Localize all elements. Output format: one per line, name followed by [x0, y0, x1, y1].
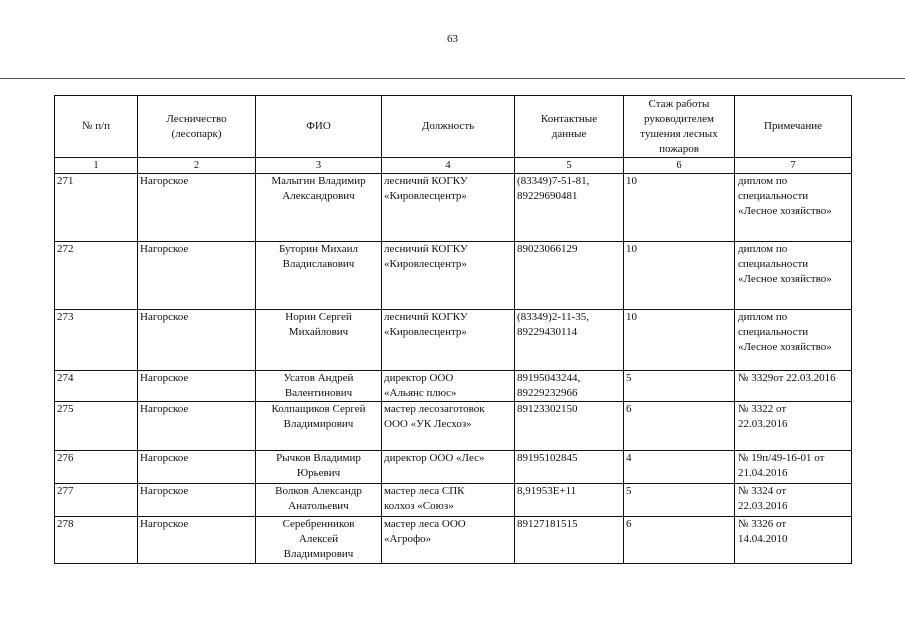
- contacts-cell: (83349)2-11-35, 89229430114: [515, 310, 624, 371]
- fire-chiefs-table: [54, 95, 852, 564]
- table-row: [55, 517, 852, 564]
- note-cell: № 3322 от 22.03.2016: [735, 402, 852, 451]
- contacts-cell: 89195043244, 89229232966: [515, 371, 624, 402]
- experience-cell: 5: [624, 484, 735, 517]
- experience-cell: 5: [624, 371, 735, 402]
- contacts-cell: 89127181515: [515, 517, 624, 564]
- column-number: 3: [256, 158, 382, 174]
- column-number: 5: [515, 158, 624, 174]
- name-cell: Серебренников Алексей Владимирович: [256, 517, 382, 564]
- experience-cell: 6: [624, 517, 735, 564]
- forestry-cell: Нагорское: [138, 174, 256, 242]
- header-cell-number: № п/п: [55, 96, 138, 158]
- table-row: [55, 310, 852, 371]
- page-number: 63: [447, 33, 458, 45]
- header-cell-contacts: Контактные данные: [515, 96, 624, 158]
- name-cell: Колпащиков Сергей Владимирович: [256, 402, 382, 451]
- forestry-cell: Нагорское: [138, 517, 256, 564]
- header-cell-position: Должность: [382, 96, 515, 158]
- header-rule: [0, 78, 905, 79]
- table-row: [55, 402, 852, 451]
- column-number: 1: [55, 158, 138, 174]
- contacts-cell: 8,91953E+11: [515, 484, 624, 517]
- position-cell: мастер лесозаготовок ООО «УК Лесхоз»: [382, 402, 515, 451]
- row-number: 272: [55, 242, 138, 310]
- forestry-cell: Нагорское: [138, 242, 256, 310]
- table-row: [55, 484, 852, 517]
- position-cell: директор ООО «Лес»: [382, 451, 515, 484]
- forestry-cell: Нагорское: [138, 484, 256, 517]
- note-cell: № 3326 от 14.04.2010: [735, 517, 852, 564]
- forestry-cell: Нагорское: [138, 402, 256, 451]
- name-cell: Волков Александр Анатольевич: [256, 484, 382, 517]
- row-number: 271: [55, 174, 138, 242]
- note-cell: № 3324 от 22.03.2016: [735, 484, 852, 517]
- column-number-row: [55, 158, 852, 174]
- experience-cell: 10: [624, 174, 735, 242]
- table-row: [55, 174, 852, 242]
- forestry-cell: Нагорское: [138, 310, 256, 371]
- contacts-cell: 89023066129: [515, 242, 624, 310]
- table-row: [55, 242, 852, 310]
- row-number: 278: [55, 517, 138, 564]
- column-number: 7: [735, 158, 852, 174]
- experience-cell: 4: [624, 451, 735, 484]
- position-cell: лесничий КОГКУ «Кировлесцентр»: [382, 310, 515, 371]
- note-cell: диплом по специальности «Лесное хозяйство»: [735, 174, 852, 242]
- position-cell: лесничий КОГКУ «Кировлесцентр»: [382, 242, 515, 310]
- header-row: [55, 96, 852, 158]
- contacts-cell: (83349)7-51-81, 89229690481: [515, 174, 624, 242]
- note-cell: диплом по специальности «Лесное хозяйство»: [735, 310, 852, 371]
- row-number: 274: [55, 371, 138, 402]
- name-cell: Буторин Михаил Владиславович: [256, 242, 382, 310]
- row-number: 277: [55, 484, 138, 517]
- experience-cell: 10: [624, 242, 735, 310]
- name-cell: Рычков Владимир Юрьевич: [256, 451, 382, 484]
- header-cell-note: Примечание: [735, 96, 852, 158]
- experience-cell: 10: [624, 310, 735, 371]
- name-cell: Норин Сергей Михайлович: [256, 310, 382, 371]
- forestry-cell: Нагорское: [138, 451, 256, 484]
- header-cell-name: ФИО: [256, 96, 382, 158]
- position-cell: директор ООО «Альянс плюс»: [382, 371, 515, 402]
- table-row: [55, 451, 852, 484]
- note-cell: № 19п/49-16-01 от 21.04.2016: [735, 451, 852, 484]
- forestry-cell: Нагорское: [138, 371, 256, 402]
- note-cell: № 3329от 22.03.2016: [735, 371, 852, 402]
- note-cell: диплом по специальности «Лесное хозяйство»: [735, 242, 852, 310]
- position-cell: мастер леса СПК колхоз «Союз»: [382, 484, 515, 517]
- column-number: 4: [382, 158, 515, 174]
- contacts-cell: 89195102845: [515, 451, 624, 484]
- contacts-cell: 89123302150: [515, 402, 624, 451]
- name-cell: Малыгин Владимир Александрович: [256, 174, 382, 242]
- position-cell: мастер леса ООО «Агрофо»: [382, 517, 515, 564]
- table-row: [55, 371, 852, 402]
- name-cell: Усатов Андрей Валентинович: [256, 371, 382, 402]
- position-cell: лесничий КОГКУ «Кировлесцентр»: [382, 174, 515, 242]
- column-number: 2: [138, 158, 256, 174]
- header-cell-experience: Стаж работы руководителем тушения лесных пожаров: [624, 96, 735, 158]
- experience-cell: 6: [624, 402, 735, 451]
- row-number: 276: [55, 451, 138, 484]
- header-cell-forestry: Лесничество (лесопарк): [138, 96, 256, 158]
- row-number: 275: [55, 402, 138, 451]
- column-number: 6: [624, 158, 735, 174]
- row-number: 273: [55, 310, 138, 371]
